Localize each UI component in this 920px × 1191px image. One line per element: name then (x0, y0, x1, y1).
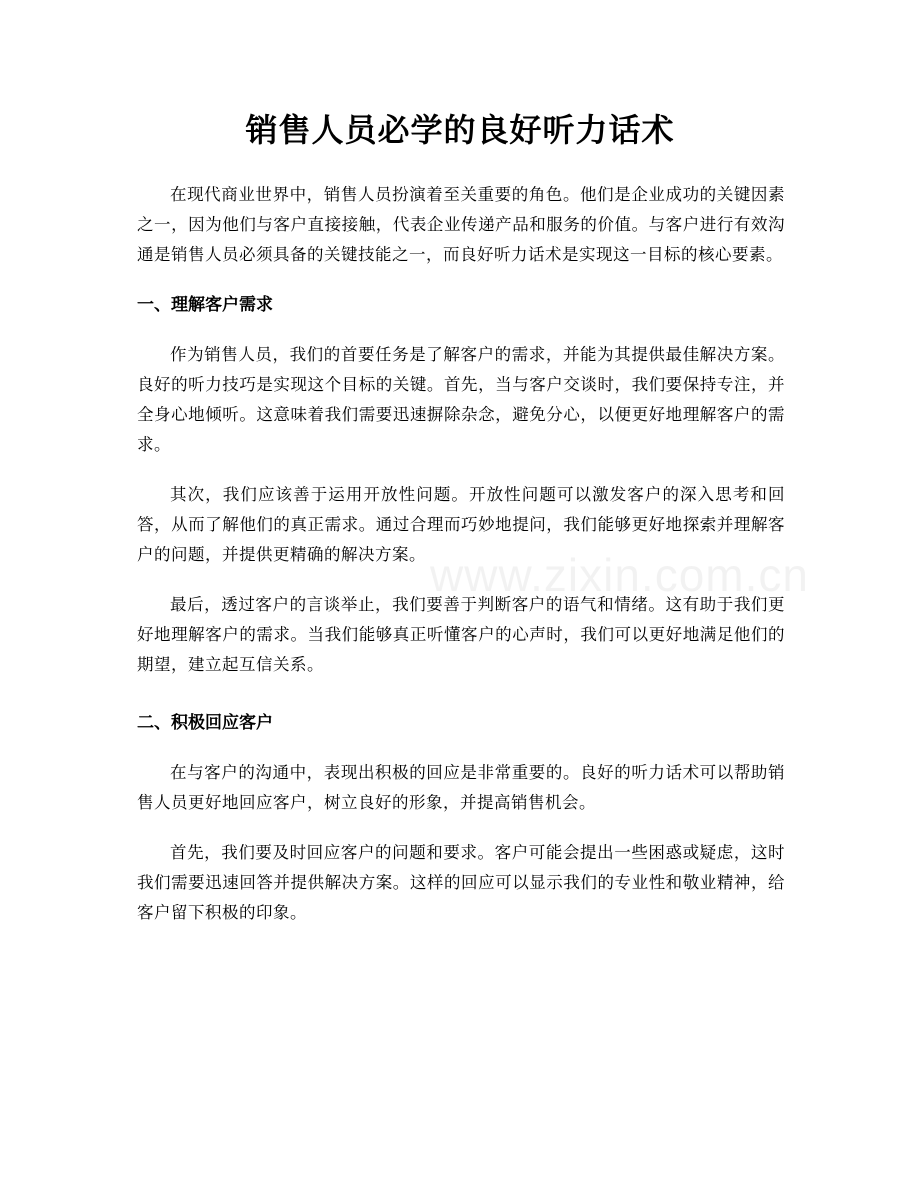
section-2-paragraph-1: 在与客户的沟通中，表现出积极的回应是非常重要的。良好的听力话术可以帮助销售人员更好地回应客户，树立良好的形象，并提高销售机会。 (137, 763, 785, 812)
intro-paragraph: 在现代商业世界中，销售人员扮演着至关重要的角色。他们是企业成功的关键因素之一，因为他们与客户直接接触，代表企业传递产品和服务的价值。与客户进行有效沟通是销售人员必须具备的关键技能之一，而良好听力话术是实现这一目标的核心要素。 (137, 185, 785, 264)
section-2-paragraph-2: 首先，我们要及时回应客户的问题和要求。客户可能会提出一些困惑或疑虑，这时我们需要迅速回答并提供解决方案。这样的回应可以显示我们的专业性和敬业精神，给客户留下积极的印象。 (137, 843, 785, 922)
watermark: www.zixin.com.cn (430, 549, 809, 601)
section-1-paragraph-1: 作为销售人员，我们的首要任务是了解客户的需求，并能为其提供最佳解决方案。良好的听力技巧是实现这个目标的关键。首先，当与客户交谈时，我们要保持专注，并全身心地倾听。这意味着我们需要迅速摒除杂念，避免分心，以便更好地理解客户的需求。 (137, 345, 785, 454)
section-1-paragraph-2: 其次，我们应该善于运用开放性问题。开放性问题可以激发客户的深入思考和回答，从而了解他们的真正需求。通过合理而巧妙地提问，我们能够更好地探索并理解客户的问题，并提供更精确的解决方案。 (137, 485, 785, 564)
document-body (137, 180, 785, 948)
section-heading-1: 一、理解客户需求 (137, 295, 273, 315)
section-1-paragraph-3: 最后，透过客户的言谈举止，我们要善于判断客户的语气和情绪。这有助于我们更好地理解客户的需求。当我们能够真正听懂客户的心声时，我们可以更好地满足他们的期望，建立起互信关系。 (137, 595, 785, 674)
section-heading-2: 二、积极回应客户 (137, 713, 273, 733)
document-title: 销售人员必学的良好听力话术 (245, 111, 675, 149)
